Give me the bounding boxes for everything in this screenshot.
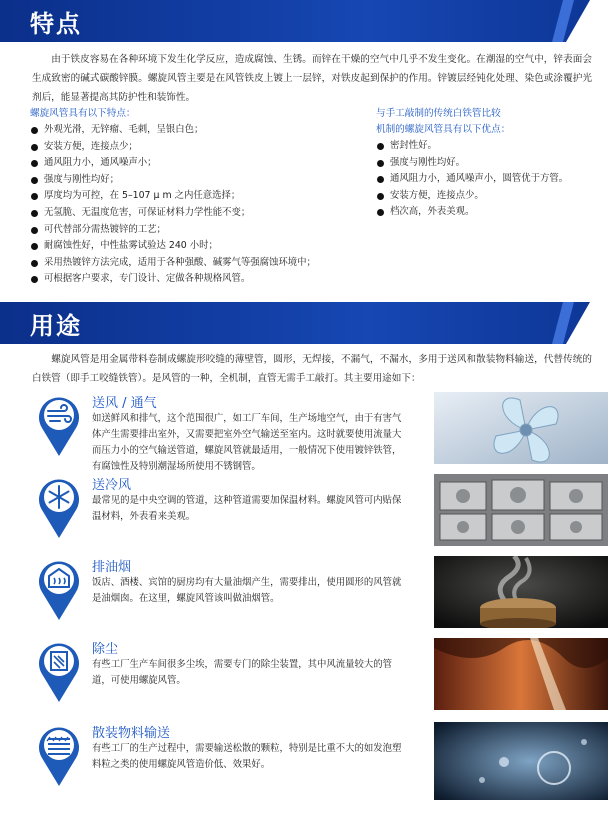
list-item: 安装方便，连接点少；: [30, 139, 360, 156]
list-item: 密封性好。: [376, 138, 606, 155]
use-title: 排油烟: [92, 560, 132, 575]
bulk-material-icon: [36, 722, 82, 788]
features-intro: 由于铁皮容易在各种环境下发生化学反应，造成腐蚀、生锈。而锌在干燥的空气中几乎不发生变化。在潮湿的空气中，锌表面会生成致密的碱式碳酸锌膜。螺旋风管主要是在风管铁皮上镀上一层锌，对铁皮起到保护的作用。锌镀层经钝化处理、染色或涂覆护光剂后，能显著提高其防护性和装饰性。: [32, 54, 592, 103]
list-item: 采用热镀锌方法完成，适用于各种强酸、碱雾气等强腐蚀环境中；: [30, 255, 360, 272]
use-description: 饭店、酒楼、宾馆的厨房均有大量油烟产生，需要排出，使用圆形的风管就是油烟囱。在这里，螺旋风管该叫做油烟管。: [92, 577, 402, 604]
list-item: 耐腐蚀性好，中性盐雾试验达 240 小时；: [30, 238, 360, 255]
section-banner-uses: [0, 302, 614, 344]
air-flow-icon: [36, 392, 82, 458]
uses-intro: 螺旋风管是用金属带料卷制成螺旋形咬缝的薄壁管，圆形，无焊接，不漏气，不漏水，多用于送风和散装物料输送，代替传统的白铁管（即手工咬缝铁管）。是风管的一种，全机制，直管无需手工敲打。其主要用途如下：: [32, 354, 592, 384]
use-description: 有些工厂的生产过程中，需要输送松散的颗粒，特别是比重不大的如发泡塑料粒之类的使用螺旋风管造价低、效果好。: [92, 743, 402, 770]
snowflake-icon: [36, 474, 82, 540]
features-left-heading: 螺旋风管具有以下特点：: [30, 108, 136, 119]
use-item-air-supply: [36, 392, 606, 472]
use-item-oil-fume: [36, 556, 606, 636]
section-title-uses: 用途: [30, 312, 82, 340]
features-right-list: [376, 138, 606, 221]
dust-canyon-photo: [434, 638, 608, 710]
cooking-steam-photo: [434, 556, 608, 628]
list-item: 外观光滑，无锌瘤、毛刺，呈银白色；: [30, 122, 360, 139]
water-droplet-photo: [434, 722, 608, 800]
use-description: 如送鲜风和排气，这个范围很广，如工厂车间，生产场地空气，由于有害气体产生需要排出室外，又需要把室外空气输送至室内。这时就要使用流量大而压力小的空气输送管道，螺旋风管就最适用，一般情况下使用镀锌铁管，有腐蚀性及特别潮湿场所使用不锈钢管。: [92, 413, 402, 472]
list-item: 档次高，外表美观。: [376, 204, 606, 221]
use-description: 有些工厂生产车间很多尘埃，需要专门的除尘装置，其中风流量较大的管道，可使用螺旋风管。: [92, 659, 393, 686]
list-item: 可根据客户要求，专门设计、定做各种规格风管。: [30, 271, 360, 288]
list-item: 无氢脆、无温度危害，可保证材料力学性能不变；: [30, 205, 360, 222]
use-title: 散装物料输送: [92, 726, 171, 741]
ventilation-fan-photo: [434, 392, 608, 464]
use-description: 最常见的是中央空调的管道，这种管道需要加保温材料。螺旋风管可内贴保温材料，外表看来美观。: [92, 495, 402, 522]
use-title: 送冷风: [92, 478, 132, 493]
use-item-cold-air: [36, 474, 606, 554]
features-left-list: [30, 122, 360, 288]
section-banner-features: [0, 0, 614, 42]
features-left-column: [30, 106, 360, 288]
ac-equipment-photo: [434, 474, 608, 546]
use-item-dust-removal: [36, 638, 606, 718]
list-item: 可代替部分需热镀锌的工艺；: [30, 222, 360, 239]
list-item: 厚度均为可控，在 5–107 μ m 之内任意选择；: [30, 188, 360, 205]
list-item: 通风阻力小，通风噪声小，圆管优于方管。: [376, 171, 606, 188]
section-title-features: 特点: [30, 10, 82, 38]
use-item-bulk-material: [36, 722, 606, 812]
features-right-heading-2: 机制的螺旋风管具有以下优点：: [376, 124, 511, 135]
kitchen-hood-icon: [36, 556, 82, 622]
list-item: 安装方便，连接点少。: [376, 188, 606, 205]
dust-filter-icon: [36, 638, 82, 704]
use-title: 除尘: [92, 642, 119, 657]
features-right-column: [376, 106, 606, 221]
list-item: 强度与刚性均好；: [30, 172, 360, 189]
list-item: 强度与刚性均好。: [376, 155, 606, 172]
use-title: 送风 / 通气: [92, 396, 157, 411]
list-item: 通风阻力小，通风噪声小；: [30, 155, 360, 172]
features-right-heading-1: 与手工敲制的传统白铁管比较: [376, 108, 501, 119]
